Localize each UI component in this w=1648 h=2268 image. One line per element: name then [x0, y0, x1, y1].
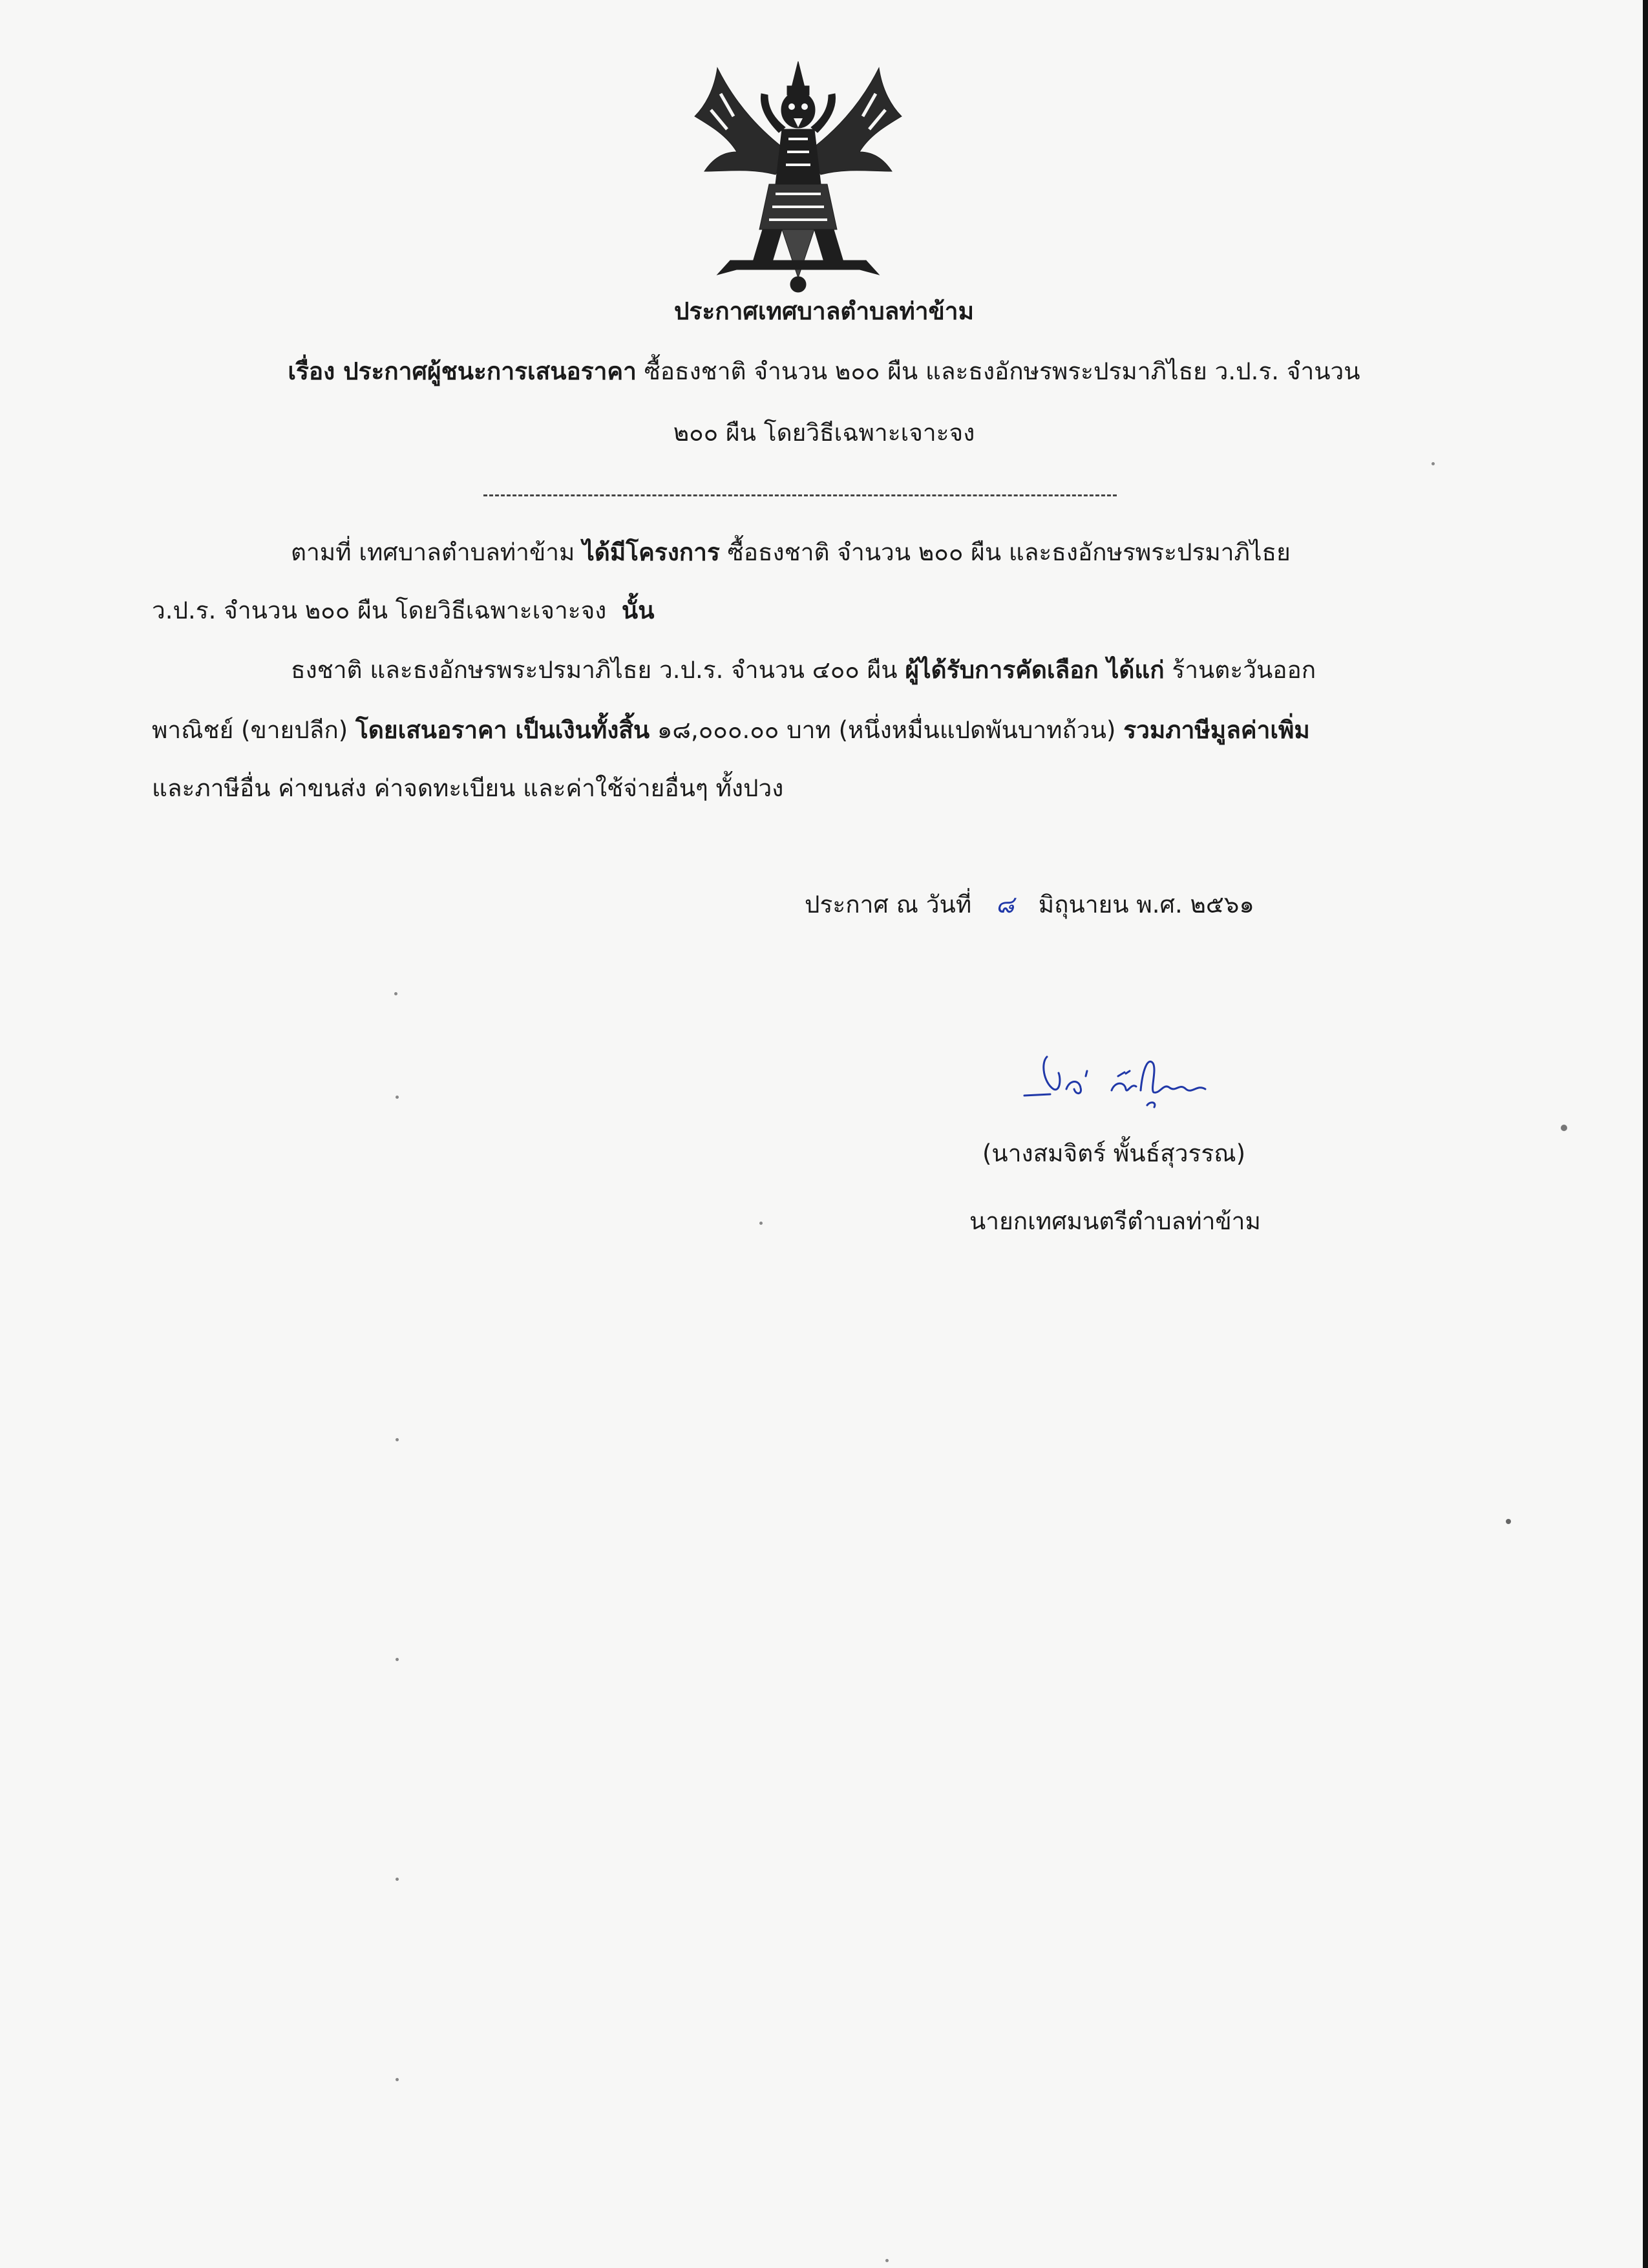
p1-rest: ซื้อธงชาติ จำนวน ๒๐๐ ผืน และธงอักษรพระปรมาภิไธย — [727, 538, 1291, 566]
garuda-emblem — [692, 55, 905, 297]
separator-line — [483, 494, 1117, 496]
subject-text: ซื้อธงชาติ จำนวน ๒๐๐ ผืน และธงอักษรพระปรมาภิไธย ว.ป.ร. จำนวน — [644, 357, 1360, 385]
signer-position: นายกเทศมนตรีตำบลท่าข้าม — [969, 1207, 1261, 1235]
p1-lead: ตามที่ — [291, 538, 352, 566]
p2-bold: ผู้ได้รับการคัดเลือก ได้แก่ — [905, 656, 1165, 684]
subject-line-1 — [0, 352, 1648, 391]
p1-mid: เทศบาลตำบลท่าข้าม — [359, 538, 575, 566]
p1-bold: ได้มีโครงการ — [582, 538, 720, 566]
p2-line2-a: พาณิชย์ (ขายปลีก) — [152, 716, 348, 744]
announcement-title: ประกาศเทศบาลตำบลท่าข้าม — [674, 297, 974, 325]
scan-speck — [1431, 462, 1435, 465]
handwritten-day: ๘ — [995, 891, 1015, 918]
subject-prefix: เรื่อง ประกาศผู้ชนะการเสนอราคา — [288, 357, 637, 385]
p1-line2: ว.ป.ร. จำนวน ๒๐๐ ผืน โดยวิธีเฉพาะเจาะจง — [152, 597, 607, 624]
date-suffix: มิถุนายน พ.ศ. ๒๕๖๑ — [1038, 891, 1254, 918]
subject-line-2: ๒๐๐ ผืน โดยวิธีเฉพาะเจาะจง — [673, 419, 975, 447]
p1-end: นั้น — [621, 597, 655, 624]
scan-speck — [396, 1438, 399, 1441]
scan-border — [1643, 0, 1648, 2268]
p2-rest: ร้านตะวันออก — [1172, 656, 1316, 684]
p2-line2-bold2: รวมภาษีมูลค่าเพิ่ม — [1123, 716, 1310, 744]
signature — [1021, 1044, 1241, 1115]
scan-speck — [759, 1222, 763, 1225]
body-line-5: และภาษีอื่น ค่าขนส่ง ค่าจดทะเบียน และค่าใช้จ่ายอื่นๆ ทั้งปวง — [152, 774, 784, 802]
scan-speck — [396, 1096, 399, 1099]
announcement-date — [805, 885, 1254, 924]
p2-line2-b: ๑๘,๐๐๐.๐๐ บาท (หนึ่งหมื่นแปดพันบาทถ้วน) — [657, 716, 1116, 744]
body-line-4 — [152, 711, 1310, 750]
scan-speck — [394, 992, 397, 995]
body-line-1 — [291, 533, 1291, 572]
scan-speck — [396, 1658, 399, 1661]
body-line-2 — [152, 591, 655, 630]
date-prefix: ประกาศ ณ วันที่ — [805, 891, 972, 918]
p2-lead: ธงชาติ และธงอักษรพระปรมาภิไธย ว.ป.ร. จำนวน ๔๐๐ ผืน — [291, 656, 898, 684]
p2-line2-bold1: โดยเสนอราคา เป็นเงินทั้งสิ้น — [355, 716, 650, 744]
signer-name: (นางสมจิตร์ พั้นธ์สุวรรณ) — [982, 1139, 1246, 1167]
scan-speck — [1561, 1125, 1567, 1131]
body-line-3 — [291, 651, 1316, 690]
scan-speck — [396, 2078, 399, 2081]
scan-speck — [885, 2259, 889, 2262]
scan-speck — [1506, 1519, 1511, 1524]
scan-speck — [396, 1878, 399, 1881]
